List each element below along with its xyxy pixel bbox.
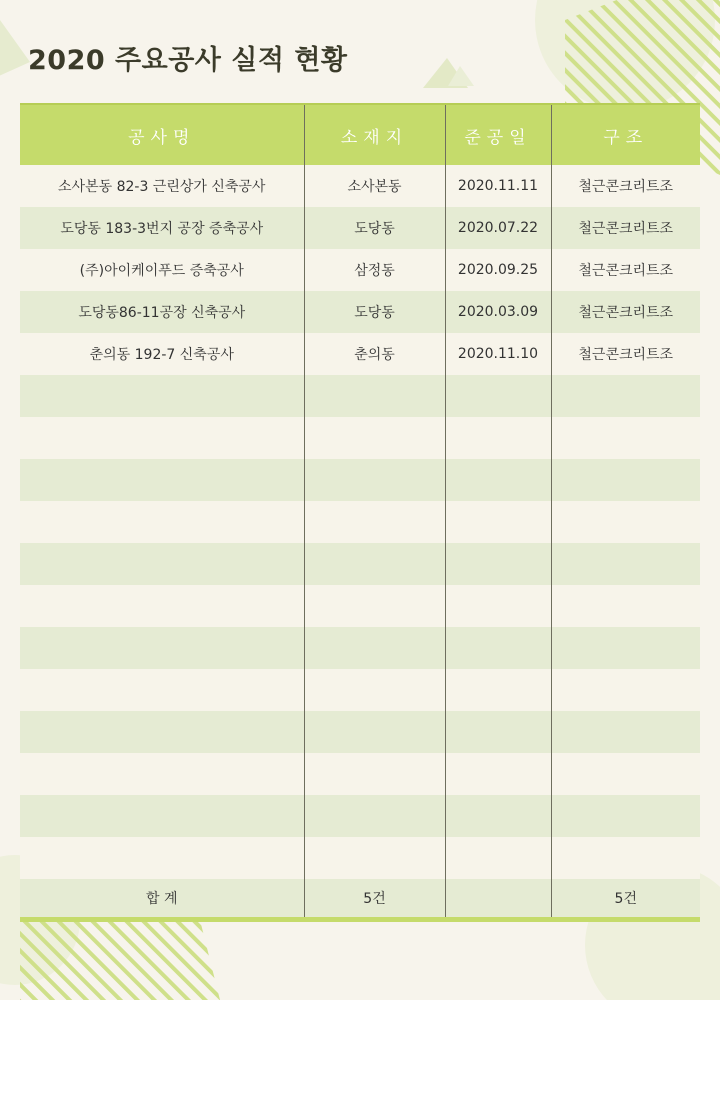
- project-name-cell: (주)아이케이푸드 증축공사: [20, 249, 304, 291]
- location-cell: [304, 417, 445, 459]
- total-structure-count: 5건: [551, 879, 700, 920]
- table-row: [20, 753, 700, 795]
- header-project-name: 공사명: [20, 104, 304, 165]
- project-name-cell: 도당동86-11공장 신축공사: [20, 291, 304, 333]
- project-name-cell: 도당동 183-3번지 공장 증축공사: [20, 207, 304, 249]
- structure-cell: [551, 543, 700, 585]
- completion-date-cell: 2020.07.22: [445, 207, 551, 249]
- total-label: 합 계: [20, 879, 304, 920]
- performance-table: [20, 103, 700, 922]
- project-name-cell: [20, 501, 304, 543]
- page-title: 2020 주요공사 실적 현황: [28, 45, 348, 76]
- table-row: [20, 333, 700, 375]
- completion-date-cell: 2020.09.25: [445, 249, 551, 291]
- location-cell: 소사본동: [304, 165, 445, 207]
- completion-date-cell: [445, 501, 551, 543]
- project-name-cell: 춘의동 192-7 신축공사: [20, 333, 304, 375]
- completion-date-cell: 2020.11.11: [445, 165, 551, 207]
- location-cell: [304, 375, 445, 417]
- table-row: [20, 375, 700, 417]
- location-cell: 춘의동: [304, 333, 445, 375]
- table-row: [20, 291, 700, 333]
- structure-cell: [551, 669, 700, 711]
- location-cell: [304, 753, 445, 795]
- location-cell: [304, 837, 445, 879]
- structure-cell: 철근콘크리트조: [551, 333, 700, 375]
- table-row: [20, 207, 700, 249]
- location-cell: [304, 669, 445, 711]
- project-name-cell: [20, 837, 304, 879]
- table-row: [20, 627, 700, 669]
- structure-cell: 철근콘크리트조: [551, 291, 700, 333]
- completion-date-cell: [445, 459, 551, 501]
- location-cell: 도당동: [304, 207, 445, 249]
- completion-date-cell: [445, 417, 551, 459]
- structure-cell: [551, 627, 700, 669]
- completion-date-cell: [445, 669, 551, 711]
- completion-date-cell: [445, 585, 551, 627]
- structure-cell: 철근콘크리트조: [551, 165, 700, 207]
- project-name-cell: [20, 543, 304, 585]
- project-name-cell: [20, 753, 304, 795]
- table-row: [20, 795, 700, 837]
- table-row: [20, 165, 700, 207]
- completion-date-cell: [445, 795, 551, 837]
- table-row: [20, 711, 700, 753]
- project-name-cell: [20, 711, 304, 753]
- structure-cell: [551, 501, 700, 543]
- header-structure: 구조: [551, 104, 700, 165]
- location-cell: [304, 711, 445, 753]
- project-name-cell: 소사본동 82-3 근린상가 신축공사: [20, 165, 304, 207]
- location-cell: 삼정동: [304, 249, 445, 291]
- project-name-cell: [20, 375, 304, 417]
- header-completion-date: 준공일: [445, 104, 551, 165]
- table-row: [20, 669, 700, 711]
- project-name-cell: [20, 627, 304, 669]
- table-row: [20, 585, 700, 627]
- structure-cell: [551, 795, 700, 837]
- completion-date-cell: [445, 627, 551, 669]
- completion-date-cell: [445, 711, 551, 753]
- completion-date-cell: [445, 837, 551, 879]
- project-name-cell: [20, 417, 304, 459]
- completion-date-cell: [445, 543, 551, 585]
- header-location: 소재지: [304, 104, 445, 165]
- location-cell: [304, 627, 445, 669]
- project-name-cell: [20, 459, 304, 501]
- completion-date-cell: [445, 375, 551, 417]
- location-cell: [304, 795, 445, 837]
- location-cell: [304, 585, 445, 627]
- table-row: [20, 249, 700, 291]
- structure-cell: [551, 417, 700, 459]
- structure-cell: [551, 753, 700, 795]
- total-date-cell: [445, 879, 551, 920]
- location-cell: 도당동: [304, 291, 445, 333]
- structure-cell: 철근콘크리트조: [551, 249, 700, 291]
- table-row: [20, 837, 700, 879]
- location-cell: [304, 459, 445, 501]
- table-header-row: [20, 104, 700, 165]
- completion-date-cell: [445, 753, 551, 795]
- table-row: [20, 501, 700, 543]
- table-row: [20, 543, 700, 585]
- structure-cell: 철근콘크리트조: [551, 207, 700, 249]
- completion-date-cell: 2020.11.10: [445, 333, 551, 375]
- total-location-count: 5건: [304, 879, 445, 920]
- table-row: [20, 459, 700, 501]
- location-cell: [304, 501, 445, 543]
- location-cell: [304, 543, 445, 585]
- structure-cell: [551, 375, 700, 417]
- project-name-cell: [20, 669, 304, 711]
- structure-cell: [551, 837, 700, 879]
- project-name-cell: [20, 795, 304, 837]
- project-name-cell: [20, 585, 304, 627]
- structure-cell: [551, 459, 700, 501]
- completion-date-cell: 2020.03.09: [445, 291, 551, 333]
- structure-cell: [551, 711, 700, 753]
- structure-cell: [551, 585, 700, 627]
- table-body: [20, 165, 700, 879]
- total-row: [20, 879, 700, 920]
- table-row: [20, 417, 700, 459]
